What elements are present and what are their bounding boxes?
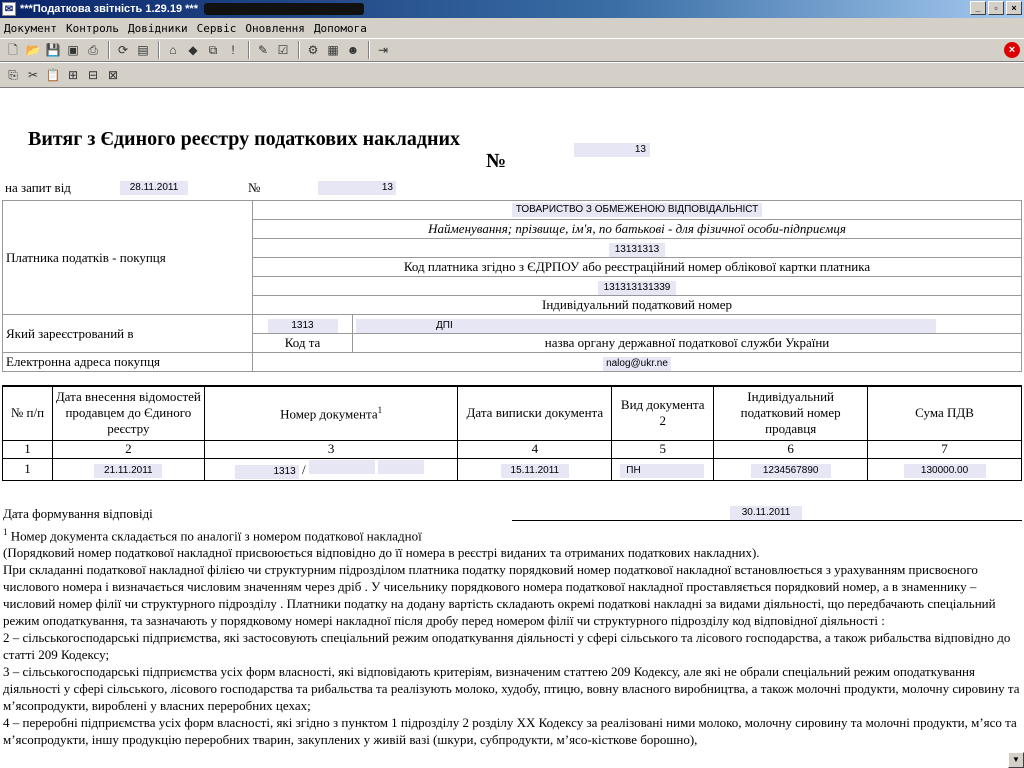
report-icon[interactable]: ▤ bbox=[137, 43, 149, 57]
col-header-seller-ipn: Індивідуальний податковий номер продавця bbox=[714, 386, 868, 440]
extract-number-field[interactable]: 13 bbox=[574, 143, 650, 157]
divider-line bbox=[512, 520, 1022, 521]
document-area bbox=[0, 88, 1024, 768]
menu-bar bbox=[0, 18, 1024, 38]
doc-number-separator: / bbox=[302, 461, 306, 477]
seller-ipn-field[interactable]: 1234567890 bbox=[751, 464, 831, 478]
home-icon[interactable]: ⌂ bbox=[169, 43, 177, 57]
window-title: ***Податкова звітність 1.29.19 *** bbox=[20, 3, 198, 15]
buyer-info-table bbox=[2, 200, 1022, 372]
menu-help[interactable]: Допомога bbox=[313, 21, 367, 35]
footnote-p4: 3 – сільськогосподарські підприємства усіх форм власності, які відповідають критеріям, визначеним статтею 209 Кодексу, але які не обрали спеціальний режим оподаткування діяльності у сфері сільського, лісового господарства та рибальства та реалізують молоко, худобу, птицю, вовну власного виробництва, а також молочні продукти, молочну сировину та м’ясопродукти, вироблені у власних переробних цехах; bbox=[3, 664, 1020, 714]
menu-service[interactable]: Сервіс bbox=[196, 21, 237, 35]
title-bar bbox=[0, 0, 1024, 18]
toolbar-separator bbox=[368, 41, 370, 59]
registered-label: Який зареєстрований в bbox=[3, 315, 253, 353]
dpi-hint: назва органу державної податкової служби України bbox=[353, 334, 1022, 353]
window-controls bbox=[970, 1, 1022, 15]
entry-date-field[interactable]: 21.11.2011 bbox=[94, 464, 162, 478]
footnotes bbox=[3, 524, 1021, 748]
payer-name-field[interactable]: ТОВАРИСТВО З ОБМЕЖЕНОЮ ВІДПОВІДАЛЬНІСТ bbox=[512, 203, 763, 217]
payer-label: Платника податків - покупця bbox=[3, 201, 253, 315]
request-no-label: № bbox=[248, 180, 261, 195]
menu-document[interactable]: Документ bbox=[4, 21, 57, 35]
menu-updates[interactable]: Оновлення bbox=[245, 21, 305, 35]
doc-title: Витяг з Єдиного реєстру податкових накладних bbox=[28, 128, 461, 150]
paste-icon[interactable]: 📋 bbox=[45, 68, 61, 82]
maximize-button[interactable]: ▫ bbox=[988, 1, 1004, 15]
footnote-p1: (Порядковий номер податкової накладної присвоюється відповідно до її номера в реєстрі виданих та отриманих податкових накладних). bbox=[3, 545, 760, 561]
save-all-icon[interactable]: ▣ bbox=[67, 43, 79, 57]
insert-row-icon[interactable]: ⊞ bbox=[67, 68, 79, 82]
stop-icon[interactable]: × bbox=[1004, 42, 1020, 58]
copy-icon[interactable]: ⎘ bbox=[8, 68, 18, 82]
col-number: 7 bbox=[868, 440, 1022, 458]
col-number: 4 bbox=[458, 440, 612, 458]
email-label: Електронна адреса покупця bbox=[3, 353, 253, 372]
footnote-p3: 2 – сільськогосподарські підприємства, які застосовують спеціальний режим оподаткування діяльності у сфері сільського та лісового господарства, а також рибальства відповідно до статті 209 Кодексу; bbox=[3, 630, 1011, 663]
dpi-name-field[interactable]: ДПІ bbox=[356, 319, 936, 333]
doc-activity-code-field[interactable] bbox=[309, 460, 375, 474]
ipn-hint: Індивідуальний податковий номер bbox=[253, 296, 1022, 315]
col-header-doc-type: Вид документа 2 bbox=[612, 386, 714, 440]
menu-directories[interactable]: Довідники bbox=[127, 21, 188, 35]
main-toolbar bbox=[0, 38, 1024, 62]
col-number: 1 bbox=[3, 440, 53, 458]
col-header-vat: Сума ПДВ bbox=[868, 386, 1022, 440]
email-field[interactable]: nalog@ukr.ne bbox=[603, 357, 671, 371]
copy-doc-icon[interactable]: ⧉ bbox=[208, 43, 218, 57]
refresh-icon[interactable]: ⟳ bbox=[117, 43, 129, 57]
alert-doc-icon[interactable]: ! bbox=[231, 43, 235, 57]
doc-number-field[interactable]: 1313 bbox=[235, 465, 299, 479]
check-doc-icon[interactable]: ☑ bbox=[277, 43, 289, 57]
split-row-icon[interactable]: ⊠ bbox=[107, 68, 119, 82]
col-header-issue-date: Дата виписки документа bbox=[458, 386, 612, 440]
col-header-entry-date: Дата внесення відомостей продавцем до Єдиного реєстру bbox=[52, 386, 204, 440]
stamp-icon[interactable]: ☻ bbox=[346, 43, 360, 57]
col-header-doc-no: Номер документа$^1$ bbox=[204, 386, 458, 440]
request-date-field[interactable]: 28.11.2011 bbox=[120, 181, 188, 195]
menu-control[interactable]: Контроль bbox=[65, 21, 119, 35]
col-header-n: № п/п bbox=[3, 386, 53, 440]
edrpou-hint: Код платника згідно з ЄДРПОУ або реєстраційний номер облікової картки платника bbox=[253, 258, 1022, 277]
save-icon[interactable]: 💾 bbox=[45, 43, 61, 57]
doc-branch-field[interactable] bbox=[378, 460, 424, 474]
new-doc-icon[interactable]: 🗋 bbox=[8, 43, 18, 57]
code-hint: Код та bbox=[253, 334, 353, 353]
col-number: 6 bbox=[714, 440, 868, 458]
scroll-down-arrow[interactable]: ▼ bbox=[1008, 752, 1024, 768]
edrpou-field[interactable]: 13131313 bbox=[609, 243, 666, 257]
ipn-field[interactable]: 131313131339 bbox=[598, 281, 677, 295]
redacted-area bbox=[204, 3, 364, 15]
app-icon: ✉ bbox=[2, 2, 16, 16]
footnote-1: $^1$ Номер документа складається по аналогії з номером податкової накладної bbox=[3, 527, 422, 544]
edit-toolbar bbox=[0, 62, 1024, 88]
minimize-button[interactable]: _ bbox=[970, 1, 986, 15]
footnote-p2: При складанні податкової накладної філією чи структурним підрозділом платника податку порядковий номер податкової накладної встановлюється з урахуванням присвоєного числового номера і визначається числовим значенням через дріб . У чисельнику порядкового номера податкової накладної проставляється порядковий номер, а в знаменнику – числовий номер філії чи структурного підрозділу . Платники податку на додану вартість складають окремі податкові накладні за видами діяльності, що передбачають спеціальний режим оподаткування, та зазначають у порядковому номері накладної після дробу перед номером філії чи структурного підрозділу код відповідної діяльності : bbox=[3, 562, 996, 629]
title-number-sign: № bbox=[486, 150, 507, 172]
print-icon[interactable]: ⎙ bbox=[88, 43, 98, 57]
documents-table bbox=[2, 385, 1022, 481]
bookmark-icon[interactable]: ◆ bbox=[188, 43, 198, 57]
formation-date-label: Дата формування відповіді bbox=[3, 506, 153, 521]
col-number: 2 bbox=[52, 440, 204, 458]
doc-type-field[interactable]: ПН bbox=[620, 464, 704, 478]
grid-icon[interactable]: ▦ bbox=[327, 43, 339, 57]
issue-date-field[interactable]: 15.11.2011 bbox=[501, 464, 569, 478]
open-folder-icon[interactable]: 📂 bbox=[25, 43, 41, 57]
vat-amount-field[interactable]: 130000.00 bbox=[904, 464, 986, 478]
request-label: на запит від bbox=[5, 180, 71, 195]
toolbar-separator bbox=[298, 41, 300, 59]
cut-icon[interactable]: ✂ bbox=[27, 68, 39, 82]
close-button[interactable]: × bbox=[1006, 1, 1022, 15]
toolbar-separator bbox=[158, 41, 160, 59]
col-number: 5 bbox=[612, 440, 714, 458]
col-number: 3 bbox=[204, 440, 458, 458]
formation-date-field[interactable]: 30.11.2011 bbox=[730, 506, 802, 520]
footnote-p5: 4 – переробні підприємства усіх форм власності, які згідно з пунктом 1 підрозділу 2 розділу XX Кодексу за реалізовані ними молоко, молочну сировину та молочні продукти, м’ясо та м’ясопродукти, іншу продукцію переробних тварин, закуплених у живій вазі (шкури, субпродукти, м’ясо-кісткове борошно), bbox=[3, 715, 1017, 748]
row-number: 1 bbox=[3, 458, 53, 480]
payer-name-hint: Найменування; прізвище, ім'я, по батькові - для фізичної особи-підприємця bbox=[253, 220, 1022, 239]
exit-icon[interactable]: ⇥ bbox=[377, 43, 389, 57]
settings-icon[interactable]: ⚙ bbox=[307, 43, 319, 57]
toolbar-separator bbox=[108, 41, 110, 59]
request-number-field[interactable]: 13 bbox=[318, 181, 396, 195]
delete-row-icon[interactable]: ⊟ bbox=[87, 68, 99, 82]
edit-icon[interactable]: ✎ bbox=[257, 43, 269, 57]
toolbar-separator bbox=[248, 41, 250, 59]
table-row bbox=[3, 458, 1022, 480]
dpi-code-field[interactable]: 1313 bbox=[268, 319, 338, 333]
